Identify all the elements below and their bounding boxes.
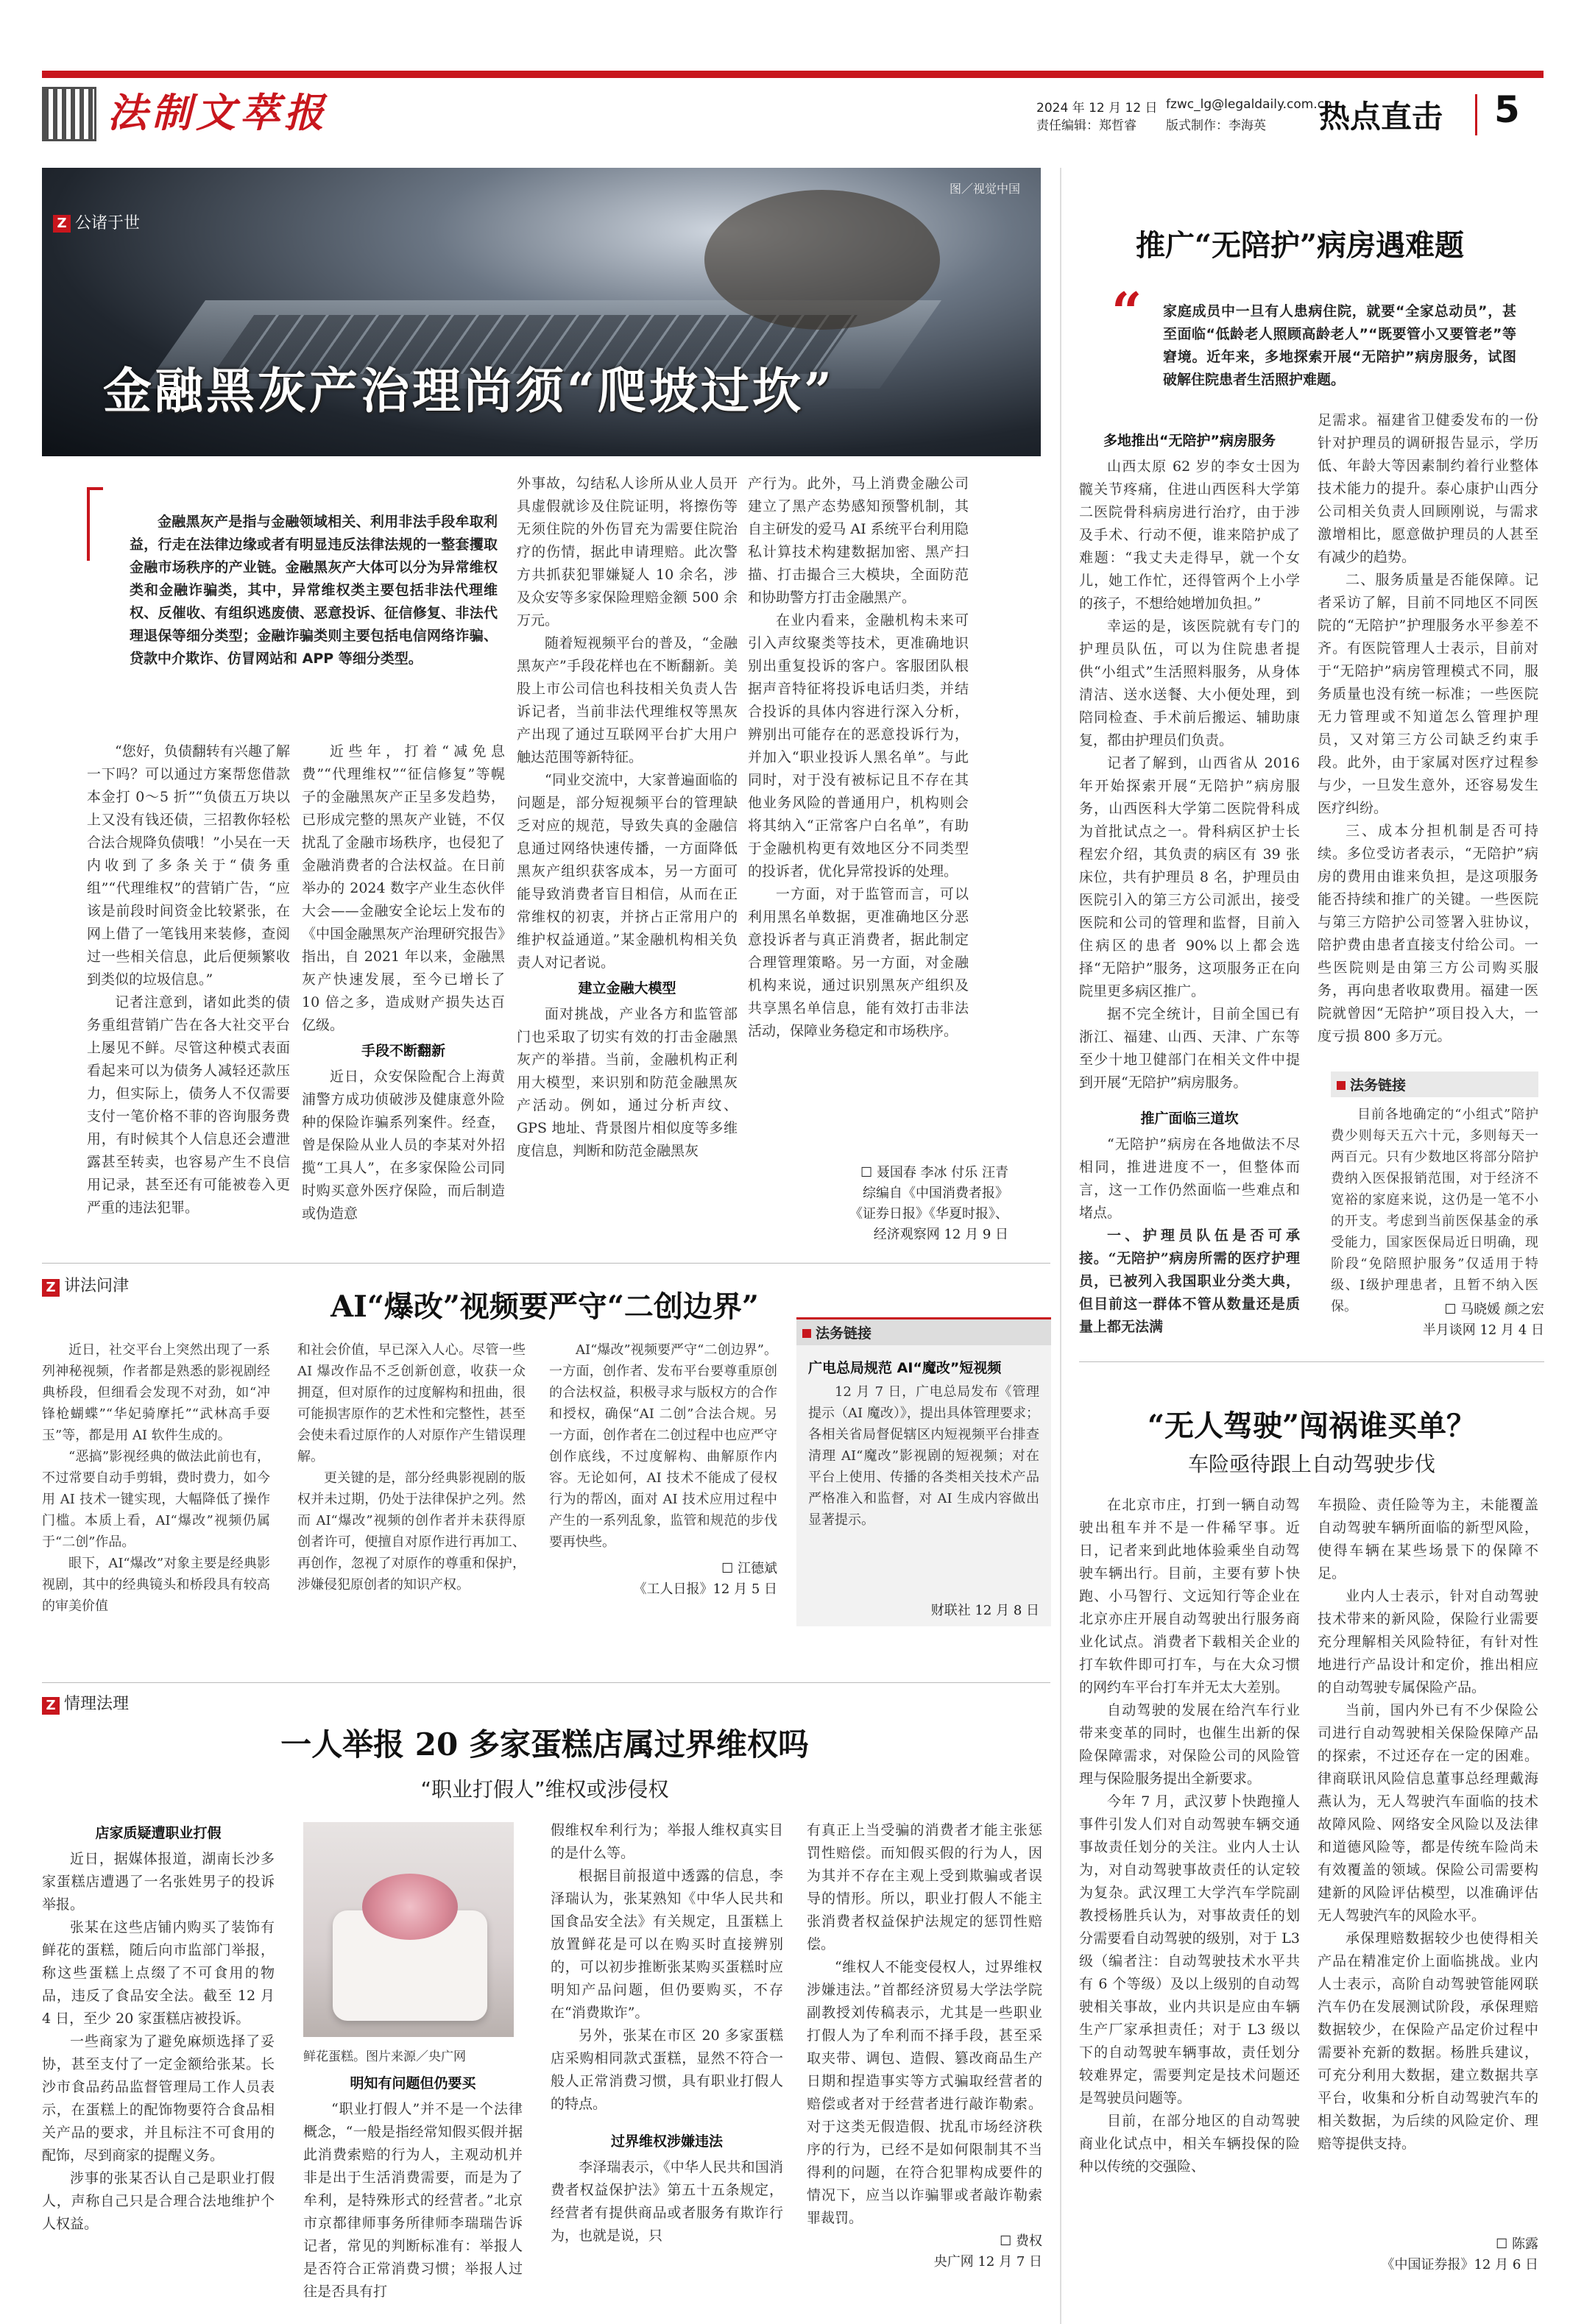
paragraph: 记者注意到，诸如此类的债务重组营销广告在各大社交平台上屡见不鲜。尽管这种模式表面看起来可以为债务人减轻还款压力，但实际上，债务人不仅需要支付一笔价格不菲的咨询服务费用，有时候其个人信息还会遭泄露甚至转卖，也容易产生不良信用记录，甚至还有可能被卷入更严重的违法犯罪。 — [87, 994, 290, 1216]
paragraph: 当前，国内外已有不少保险公司进行自动驾驶相关保险保障产品的探索，不过还存在一定的困难。律商联讯风险信息董事总经理戴海燕认为，无人驾驶汽车面临的技术故障风险、网络安全风险以及法律和道德风险等，都是传统车险尚未有效覆盖的领域。保险公司需要构建新的风险评估模型，以准确评估无人驾驶汽车的风险水平。 — [1318, 1702, 1538, 1924]
section-icon: Z — [42, 1279, 60, 1297]
ai-law-title: 广电总局规范 AI“魔改”短视频 — [808, 1360, 1002, 1376]
paragraph: 假维权牟利行为；举报人维权真实目的是什么等。 — [551, 1822, 783, 1861]
paragraph: “同业交流中，大家普遍面临的问题是，部分短视频平台的管理缺乏对应的规范，导致失真的金融信息通过网络快速传播，一方面降低黑灰产组织获客成本，另一方面可能导致消费者盲目相信，从而在正常维权的初衷，并挤占正常用户的维护权益通道。”某金融机构相关负责人对记者说。 — [517, 772, 738, 971]
paragraph: 一方面，对于监管而言，可以利用黑名单数据，更准确地区分恶意投诉者与真正消费者，据此制定合理管理策略。另一方面，对金融机构来说，通过识别黑灰产组织及共享黑名单信息，能有效打击非法活动，保障业务稳定和市场秩序。 — [748, 886, 969, 1039]
auto-subtitle: 车险亟待跟上自动驾驶步伐 — [1187, 1452, 1435, 1476]
paragraph: 眼下，AI“爆改”对象主要是经典影视剧，其中的经典镜头和桥段具有较高的审美价值 — [42, 1556, 270, 1614]
paragraph: 幸运的是，该医院就有专门的护理员队伍，可以为住院患者提供“小组式”生活照料服务，从身体清洁、送水送餐、大小便处理，到陪同检查、手术前后搬运、辅助康复，都由护理员们负责。 — [1079, 618, 1300, 748]
cake-col-3 — [551, 1819, 783, 2261]
ai-law-text: 12 月 7 日，广电总局发布《管理提示（AI 魔改）》，提出具体管理要求；各相关省局督促辖区内短视频平台排查清理 AI“魔改”影视剧的短视频；对在平台上使用、传播的各类相关技术产品严格准入和监督，对 AI 生成内容做出显著提示。 — [808, 1384, 1039, 1528]
hospital-title: 推广“无陪护”病房遇难题 — [1135, 228, 1464, 263]
paragraph: 面对挑战，产业各方和监管部门也采取了切实有效的打击金融黑灰产的举措。当前，金融机构正利用大模型，来识别和防范金融黑灰产活动。例如，通过分析声纹、GPS 地址、背景图片相似度等多维度信息，判断和防范金融黑灰 — [517, 1006, 738, 1159]
subhead: 店家质疑遭职业打假 — [95, 1825, 222, 1841]
hospital-law-text: 目前各地确定的“小组式”陪护费少则每天五六十元，多则每天一两百元。只有少数地区将部分陪护费纳入医保报销范围，对于经济不宽裕的家庭来说，这仍是一笔不小的开支。考虑到当前医保基金的承受能力，国家医保局近日明确，现阶段“免陪照护服务”仅适用于特级、Ⅰ级护理患者，且暂不纳入医保。 — [1331, 1107, 1538, 1314]
paragraph: 记者了解到，山西省从 2016 年开始探索开展“无陪护”病房服务，山西医科大学第二医院骨科成为首批试点之一。骨科病区护士长程宏介绍，其负责的病区有 39 张床位，共有护理员 8 名，护理员由医院引入的第三方公司派出，接受医院和公司的管理和监督，目前入住病区的患者 90%以上都会选择“无陪护”服务，这项服务正在向院里更多病区推广。 — [1079, 755, 1300, 999]
paragraph: 近日，众安保险配合上海黄浦警方成功侦破涉及健康意外险种的保险诈骗系列案件。经查，曾是保险从业人员的李某对外招揽“工具人”，在多家保险公司同时购买意外医疗保险，而后制造或伪造意 — [302, 1069, 505, 1222]
cake-col-1 — [42, 1819, 275, 2261]
paragraph: 近些年，打着“减免息费”“代理维权”“征信修复”等幌子的金融黑灰产正呈多发趋势，已形成完整的黑灰产业链，不仅扰乱了金融市场秩序，也侵犯了金融消费者的合法权益。在日前举办的 2024 数字产业生态伙伴大会——金融安全论坛上发布的《中国金融黑灰产治理研究报告》指出，自 2021 年以来，金融黑灰产快速发展，至今已增长了 10 倍之多，造成财产损失达百亿级。 — [302, 743, 505, 1033]
paragraph: 在业内看来，金融机构未来可引入声纹聚类等技术，更准确地识别出重复投诉的客户。客服团队根据声音特征将投诉电话归类，并结合投诉的具体内容进行深入分析，辨别出可能存在的恶意投诉行为，并加入“职业投诉人黑名单”。与此同时，对于没有被标记且不存在其他业务风险的普通用户，机构则会将其纳入“正常客户白名单”，有助于金融机构更有效地区分不同类型的投诉者，优化异常投诉的处理。 — [748, 612, 969, 879]
ai-law-box — [796, 1317, 1051, 1626]
lead-col-3 — [517, 472, 738, 1241]
ai-section-label: Z 讲法问津 — [42, 1273, 129, 1297]
paragraph: 更关键的是，部分经典影视剧的版权并未过期，仍处于法律保护之列。然而 AI“爆改”视频的创作者并未获得原创者许可，便擅自对原作进行再加工、再创作，忽视了对原作的尊重和保护，涉嫌侵犯原创者的知识产权。 — [297, 1470, 526, 1593]
section-icon: Z — [42, 1697, 60, 1715]
paragraph: 自动驾驶的发展在给汽车行业带来变革的同时，也催生出新的保险保障需求，对保险公司的风险管理与保险服务提出全新要求。 — [1079, 1702, 1300, 1787]
paragraph: 山西太原 62 岁的李女士因为髋关节疼痛，住进山西医科大学第二医院骨科病房进行治疗，由于涉及手术、行动不便，谁来陪护成了难题：“我丈夫走得早，就一个女儿，她工作忙，还得管两个上小学的孩子，不想给她增加负担。” — [1079, 458, 1300, 612]
logo: 法制文萃报 — [107, 89, 328, 136]
paragraph: “您好，负债翻转有兴趣了解一下吗？可以通过方案帮您借款本金打 0～5 折”“负债五万块以上又没有钱还债，三招教你轻松合法合规降负债哦！”小吴在一天内收到了多条关于“债务重组”“代理维权”的营销广告，“应该是前段时间资金比较紧张，在网上借了一笔钱用来装修，查阅过一些相关信息，此后便频繁收到类似的垃圾信息。” — [87, 743, 290, 988]
paragraph: 外事故，勾结私人诊所从业人员开具虚假就诊及住院证明，将擦伤等无须住院的外伤冒充为需要住院治疗的伤情，据此申请理赔。此次警方共抓获犯罪嫌疑人 10 余名，涉及众安等多家保险理赔金额 500 余万元。 — [517, 475, 738, 628]
cake-subtitle: “职业打假人”维权或涉侵权 — [420, 1777, 669, 1802]
auto-source: ☐ 陈露 《中国证券报》12 月 6 日 — [1381, 2236, 1538, 2272]
paragraph: 今年 7 月，武汉萝卜快跑撞人事件引发人们对自动驾驶车辆交通事故责任划分的关注。业内人士认为，对自动驾驶事故责任的认定较为复杂。武汉理工大学汽车学院副教授杨胜兵认为，对事故责任的划分需要看自动驾驶的级别，对于 L3 级（编者注：自动驾驶技术水平共有 6 个等级）及以上级别的自动驾驶相关事故，业内共识是应由车辆生产厂家承担责任；对于 L3 级以下的自动驾驶车辆事故，责任划分较难界定，需要判定是技术问题还是驾驶员问题等。 — [1079, 1793, 1300, 2106]
hospital-source: ☐ 马晓媛 颜之宏 半月谈网 12 月 4 日 — [1422, 1302, 1544, 1338]
lead-source: ☐ 聂国春 李冰 付乐 汪青 综编自《中国消费者报》 《证券日报》《华夏时报》、 经济观察网 12 月 9 日 — [849, 1165, 1008, 1242]
lead-col-2 — [302, 740, 505, 1241]
hand-graphic — [704, 190, 940, 330]
paragraph: 二、服务质量是否能保障。记者采访了解，目前不同地区不同医院的“无陪护”护理服务水平参差不齐。有医院管理人士表示，目前对于“无陪护”病房管理模式不同，服务质量也没有统一标准；一些医院无力管理或不知道怎么管理护理员，又对第三方公司缺乏约束手段。此外，由于家属对医疗过程参与少，一旦发生意外，还容易发生医疗纠纷。 — [1318, 572, 1538, 816]
cake-source: ☐ 费权 央广网 12 月 7 日 — [933, 2233, 1042, 2270]
paragraph: “恶搞”影视经典的做法此前也有，不过常要自动手剪辑，费时费力，如今用 AI 技术一键实现，大幅降低了操作门槛。本质上看，AI“爆改”视频仍属于“二创”作品。 — [42, 1449, 270, 1550]
hospital-quote: 家庭成员中一旦有人患病住院，就要“全家总动员”，甚至面临“低龄老人照顾高龄老人”“既要管小又要管老”等窘境。近年来，多地探索开展“无陪护”病房服务，试图破解住院患者生活照护难题。 — [1163, 303, 1516, 388]
flower-graphic — [362, 1874, 458, 1940]
paragraph: 产行为。此外，马上消费金融公司建立了黑产态势感知预警机制，其自主研发的爱马 AI 系统平台利用隐私计算技术构建数据加密、黑产扫描、打击撮合三大模块，全面防范和协助警方打击金融黑产。 — [748, 475, 969, 606]
auto-title: “无人驾驶”闯祸谁买单？ — [1147, 1409, 1476, 1443]
lead-col-4 — [748, 472, 969, 1164]
intro-text: 金融黑灰产是指与金融领域相关、利用非法手段牟取利益，行走在法律边缘或者有明显违反法律法规的一整套攫取金融市场秩序的产业链。金融黑灰产大体可以分为异常维权类和金融诈骗类，其中，异常维权类主要包括非法代理维权、反催收、有组织逃废债、恶意投诉、征信修复、非法代理退保等细分类型；金融诈骗类则主要包括电信网络诈骗、贷款中介欺诈、仿冒网站和 APP 等细分类型。 — [130, 514, 498, 667]
cake-col-2 — [303, 2072, 523, 2300]
ai-col-1 — [42, 1339, 270, 1614]
quote-icon: “ — [1111, 280, 1142, 343]
subhead: 推广面临三道坎 — [1140, 1110, 1239, 1127]
paragraph: 据不完全统计，目前全国已有浙江、福建、山西、天津、广东等至少十地卫健部门在相关文件中提到开展“无陪护”病房服务。 — [1079, 1006, 1300, 1091]
subhead: 手段不断翻新 — [361, 1043, 445, 1059]
cake-col-4 — [807, 1819, 1042, 2230]
paragraph: 承保理赔数据较少也使得相关产品在精准定价上面临挑战。业内人士表示，高阶自动驾驶管能网联汽车仍在发展测试阶段，承保理赔数据较少，在保险产品定价过程中需要补充新的数据。杨胜兵建议，可充分利用大数据，建立数据共享平台，收集和分析自动驾驶汽车的相关数据，为后续的风险定价、理赔等提供支持。 — [1318, 1930, 1538, 2152]
paragraph: 三、成本分担机制是否可持续。多位受访者表示，“无陪护”病房的费用由谁来负担，是这项服务能否持续和推广的关键。一些医院与第三方陪护公司签署入驻协议，陪护费由患者直接支付给公司。一些医院则是由第三方公司购买服务，再向患者收取费用。福建一医院就曾因“无陪护”项目投入大，一度亏损 800 多万元。 — [1318, 823, 1538, 1044]
ai-title: AI“爆改”视频要严守“二创边界” — [330, 1289, 759, 1324]
paragraph: 李泽瑞表示，《中华人民共和国消费者权益保护法》第五十五条规定，经营者有提供商品或者服务有欺诈行为，也就是说，只 — [551, 2159, 783, 2244]
cake-title: 一人举报 20 多家蛋糕店属过界维权吗 — [280, 1726, 809, 1763]
subhead: 建立金融大模型 — [578, 980, 676, 996]
section-name: 热点直击 — [1319, 99, 1443, 135]
paragraph: “职业打假人”并不是一个法律概念，“一般是指经常知假买假并据此消费索赔的行为人，主观动机并非是出于生活消费需要，而是为了牟利，是特殊形式的经营者。”北京市京都律师事务所律师李瑞瑞告诉记者，常见的判断标准有：举报人是否符合正常消费习惯；举报人过往是否具有打 — [303, 2101, 523, 2300]
ai-law-source: 财联社 12 月 8 日 — [930, 1603, 1039, 1618]
cake-photo-caption: 鲜花蛋糕。图片来源／央广网 — [303, 2050, 466, 2064]
paragraph: 近日，社交平台上突然出现了一系列神秘视频，作者都是熟悉的影视剧经典桥段，但细看会发现不对劲，如“冲锋枪蝴蝶”“华妃骑摩托”“武林高手耍玉”等，都是用 AI 软件生成的。 — [42, 1342, 270, 1443]
lead-col-1 — [87, 740, 290, 1241]
ai-col-2 — [297, 1339, 526, 1604]
subhead: 过界维权涉嫌违法 — [610, 2133, 723, 2150]
hospital-law-head: 法务链接 — [1331, 1071, 1538, 1097]
paragraph: 一些商家为了避免麻烦选择了妥协，甚至支付了一定金额给张某。长沙市食品药品监督管理局工作人员表示，在蛋糕上的配饰物要符合食品相关产品的要求，并且标注不可食用的配饰，尽到商家的提醒义务。 — [42, 2033, 275, 2164]
ai-law-head: 法务链接 — [796, 1319, 1051, 1345]
paragraph: 张某在这些店铺内购买了装饰有鲜花的蛋糕，随后向市监部门举报，称这些蛋糕上点缀了不可食用的物品，违反了食品安全法。截至 12 月 4 日，至少 20 家蛋糕店被投诉。 — [42, 1919, 275, 2027]
paragraph: 在北京市庄，打到一辆自动驾驶出租车并不是一件稀罕事。近日，记者来到此地体验乘坐自动驾驶车辆出行。目前，主要有萝卜快跑、小马智行、文远知行等企业在北京亦庄开展自动驾驶出行服务商业化试点。消费者下载相关企业的打车软件即可打车，与在大众习惯的网约车平台打车并无太大差别。 — [1079, 1497, 1300, 1696]
paragraph: AI“爆改”视频要严守“二创边界”。一方面，创作者、发布平台要尊重原创的合法权益，积极寻求与版权方的合作和授权，确保“AI 二创”合法合规。另一方面，创作者在二创过程中也应严守创作底线，不过度解构、曲解原作内容。无论如何，AI 技术不能成了侵权行为的帮凶，面对 AI 技术应用过程中产生的一系列乱象，监管和规范的步伐要再快些。 — [549, 1342, 777, 1550]
paragraph: 近日，据媒体报道，湖南长沙多家蛋糕店遭遇了一名张姓男子的投诉举报。 — [42, 1851, 275, 1913]
paragraph: “维权人不能变侵权人，过界维权涉嫌违法。”首都经济贸易大学法学院副教授刘传稿表示，尤其是一些职业打假人为了牟利而不择手段，甚至采取夹带、调包、造假、篡改商品生产日期和捏造事实等方式骗取经营者的赔偿或者对于经营者进行敲诈勒索。对于这类无假造假、扰乱市场经济秩序的行为，已经不是如何限制其不当得利的问题，在符合犯罪构成要件的情况下，应当以诈骗罪或者敲诈勒索罪裁罚。 — [807, 1959, 1042, 2226]
issue-date: 2024 年 12 月 12 日 — [1036, 101, 1158, 116]
subhead: 多地推出“无陪护”病房服务 — [1103, 433, 1276, 449]
qr-code — [42, 87, 96, 141]
hospital-col-2 — [1318, 409, 1538, 1057]
cake-photo — [303, 1822, 514, 2037]
designer-line: 版式制作：李海英 — [1166, 118, 1266, 133]
paragraph: 根据目前报道中透露的信息，李泽瑞认为，张某熟知《中华人民共和国食品安全法》有关规定，且蛋糕上放置鲜花是可以在购买时直接辨别的，可以初步推断张某购买蛋糕时应明知产品问题，但仍要购买，不存在“消费欺诈”。 — [551, 1868, 783, 2021]
paragraph: 车损险、责任险等为主，未能覆盖自动驾驶车辆所面临的新型风险，使得车辆在某些场景下的保障不足。 — [1318, 1497, 1538, 1581]
paragraph: 和社会价值，早已深入人心。尽管一些 AI 爆改作品不乏创新创意，收获一众拥趸，但对原作的过度解构和扭曲，很可能损害原作的艺术性和完整性，甚至会使未看过原作的人对原作产生错误理解。 — [297, 1342, 526, 1464]
ai-source: ☐ 江德斌 《工人日报》12 月 5 日 — [633, 1561, 777, 1597]
ai-col-3 — [549, 1339, 777, 1553]
paragraph: 目前，在部分地区的自动驾驶商业化试点中，相关车辆投保的险种以传统的交强险、 — [1079, 2113, 1300, 2175]
intro-box — [87, 487, 508, 730]
auto-col-2 — [1318, 1494, 1538, 2230]
photo-credit: 图／视觉中国 — [950, 182, 1021, 196]
paragraph: 一、护理员队伍是否可承接。“无陪护”病房所需的医疗护理员，已被列入我国职业分类大典，但目前这一群体不管从数量还是质量上都无法满 — [1079, 1227, 1300, 1335]
lead-title: 金融黑灰产治理尚须“爬坡过坎” — [103, 362, 835, 419]
paragraph: 另外，张某在市区 20 多家蛋糕店采购相同款式蛋糕，显然不符合一般人正常消费习惯，具有职业打假人的特点。 — [551, 2027, 783, 2112]
subhead: 明知有问题但仍要买 — [350, 2075, 476, 2091]
cake-section-label: Z 情理法理 — [42, 1691, 129, 1715]
paragraph: 涉事的张某否认自己是职业打假人，声称自己只是合理合法地维护个人权益。 — [42, 2170, 275, 2232]
paragraph: “无陪护”病房在各地做法不尽相同，推进进度不一，但整体而言，这一工作仍然面临一些难点和堵点。 — [1079, 1136, 1300, 1221]
paragraph: 有真正上当受骗的消费者才能主张惩罚性赔偿。而知假买假的行为人，因为其并不存在主观上受到欺骗或者误导的情形。所以，职业打假人不能主张消费者权益保护法规定的惩罚性赔偿。 — [807, 1822, 1042, 1952]
paragraph: 业内人士表示，针对自动驾驶技术带来的新风险，保险行业需要充分理解相关风险特征，有针对性地进行产品设计和定价，推出相应的自动驾驶专属保险产品。 — [1318, 1588, 1538, 1696]
email-line: fzwc_lg@legaldaily.com.cn — [1166, 97, 1332, 112]
page-number: 5 — [1494, 88, 1520, 131]
paragraph: 随着短视频平台的普及，“金融黑灰产”手段花样也在不断翻新。美股上市公司信也科技相关负责人告诉记者，当前非法代理维权等黑灰产出现了通过互联网平台扩大用户触达范围等新特征。 — [517, 635, 738, 765]
top-rule — [42, 71, 1544, 78]
section-icon: Z — [53, 215, 71, 233]
editor-line: 责任编辑：郑哲睿 — [1036, 118, 1136, 133]
paragraph: 足需求。福建省卫健委发布的一份针对护理员的调研报告显示，学历低、年龄大等因素制约着行业整体技术能力的提升。泰心康护山西分公司相关负责人回顾刚说，与需求激增相比，愿意做护理员的人甚至有减少的趋势。 — [1318, 412, 1538, 565]
lead-section-label: Z 公诸于世 — [53, 210, 140, 233]
auto-col-1 — [1079, 1494, 1300, 2274]
